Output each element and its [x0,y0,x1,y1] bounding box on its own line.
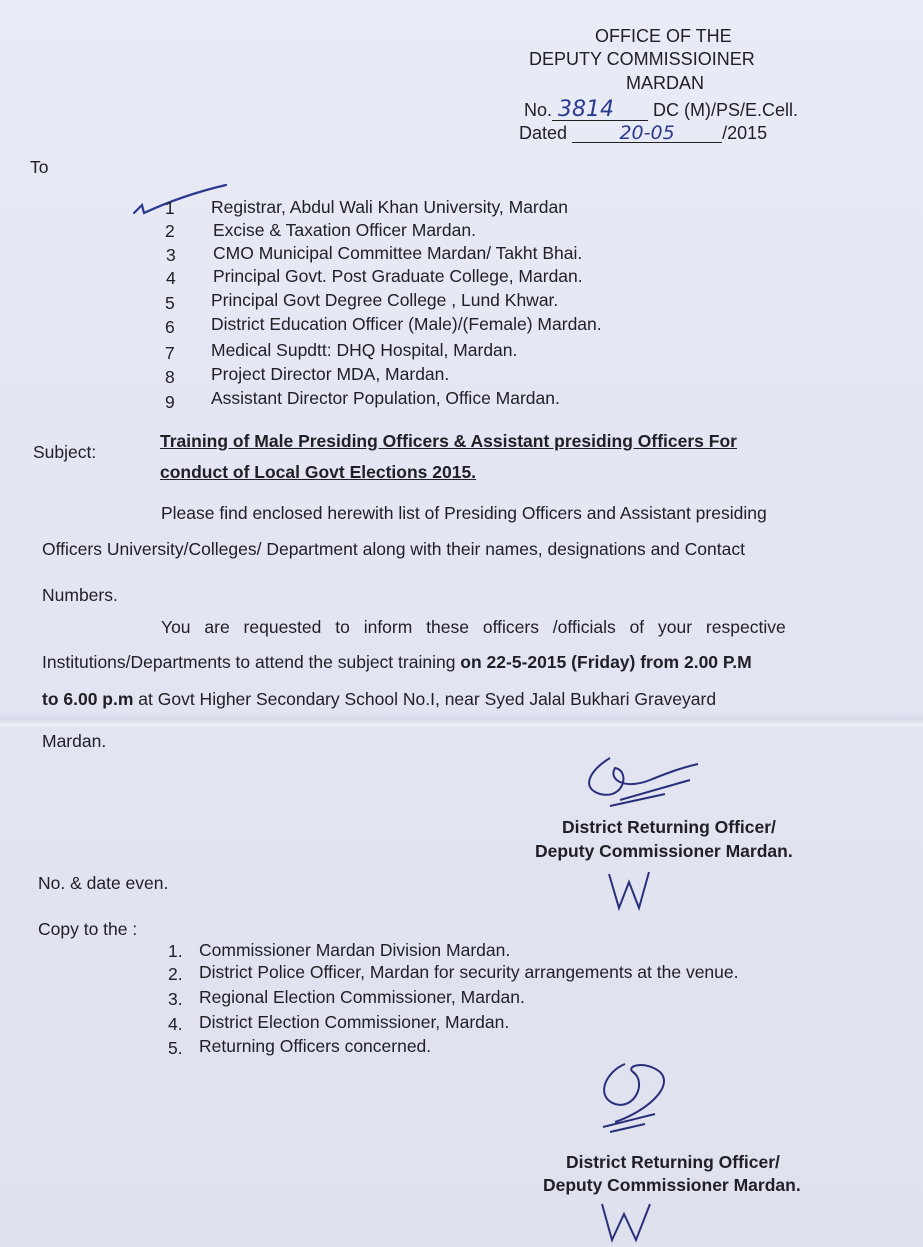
dated-suffix: /2015 [722,123,768,143]
recipient-number: 3 [166,245,176,265]
dated-value: 20-05 [572,124,722,143]
no-date-even: No. & date even. [38,873,169,893]
subject-line1: Training of Male Presiding Officers & Assistant presiding Officers For [160,431,737,451]
recipient-text: CMO Municipal Committee Mardan/ Takht Bhai. [213,243,583,263]
copy-text: Returning Officers concerned. [199,1036,432,1056]
signature-scribble-icon [585,1052,695,1137]
copy-text: Regional Election Commissioner, Mardan. [199,987,525,1007]
paragraph1-line3: Numbers. [42,585,118,605]
paragraph2-line2-text: Institutions/Departments to attend the subject training [42,652,461,672]
office-line1: OFFICE OF THE [595,26,732,46]
recipient-number: 7 [165,343,175,363]
recipient-text: Principal Govt Degree College , Lund Khwar. [211,290,559,310]
dated-line [519,122,767,145]
recipient-text: Registrar, Abdul Wali Khan University, Mardan [211,197,568,217]
paragraph2-line1: You are requested to inform these officers /officials of your respective [161,617,786,637]
recipient-text: Assistant Director Population, Office Mardan. [211,388,560,408]
training-end-time: to 6.00 p.m [42,689,134,709]
no-value: 3814 [552,100,648,121]
initials-mark-icon [605,868,655,913]
signature2-title-line2: Deputy Commissioner Mardan. [543,1175,801,1195]
recipient-number: 9 [165,392,175,412]
paragraph1-line2: Officers University/Colleges/ Department along with their names, designations and Contact [42,539,745,559]
copy-number: 4. [168,1014,183,1034]
copy-number: 1. [168,941,183,961]
subject-line2: conduct of Local Govt Elections 2015. [160,462,477,482]
dated-label: Dated [519,123,568,143]
signature2-title-line1: District Returning Officer/ [566,1152,780,1172]
recipient-text: Principal Govt. Post Graduate College, Mardan. [213,266,583,286]
paragraph2-line4: Mardan. [42,731,107,751]
recipient-text: Medical Supdtt: DHQ Hospital, Mardan. [211,340,518,360]
signature-scribble-icon [570,750,720,810]
initials-mark-icon [598,1200,658,1244]
recipient-number: 1 [165,198,175,218]
paper-fold [0,712,923,726]
recipient-text: Excise & Taxation Officer Mardan. [213,220,476,240]
no-label: No. [524,100,553,120]
copy-text: Commissioner Mardan Division Mardan. [199,940,511,960]
reference-number [524,99,798,122]
copy-number: 3. [168,989,183,1009]
no-suffix: DC (M)/PS/E.Cell. [653,100,799,120]
to-label: To [30,157,49,177]
recipient-number: 6 [165,317,175,337]
subject-label: Subject: [33,442,97,462]
paragraph2-line2 [42,652,752,673]
paragraph1-line1: Please find enclosed herewith list of Presiding Officers and Assistant presiding [161,503,767,523]
office-line3: MARDAN [626,73,705,93]
recipient-number: 4 [166,268,176,288]
training-date: on 22-5-2015 (Friday) from 2.00 P.M [460,652,752,672]
paragraph2-line3 [42,689,716,710]
copy-text: District Police Officer, Mardan for security arrangements at the venue. [199,962,739,982]
recipient-number: 2 [165,221,175,241]
signature1-title-line2: Deputy Commissioner Mardan. [535,841,793,861]
recipient-text: District Education Officer (Male)/(Female) Mardan. [211,314,602,334]
recipient-number: 5 [165,293,175,313]
recipient-number: 8 [165,367,175,387]
copy-number: 2. [168,964,183,984]
copy-text: District Election Commissioner, Mardan. [199,1012,510,1032]
copy-to-label: Copy to the : [38,919,138,939]
office-line2: DEPUTY COMMISSIOINER [529,49,755,69]
recipient-text: Project Director MDA, Mardan. [211,364,450,384]
copy-number: 5. [168,1038,183,1058]
signature1-title-line1: District Returning Officer/ [562,817,776,837]
paragraph2-line3-text: at Govt Higher Secondary School No.I, near Syed Jalal Bukhari Graveyard [133,689,717,709]
